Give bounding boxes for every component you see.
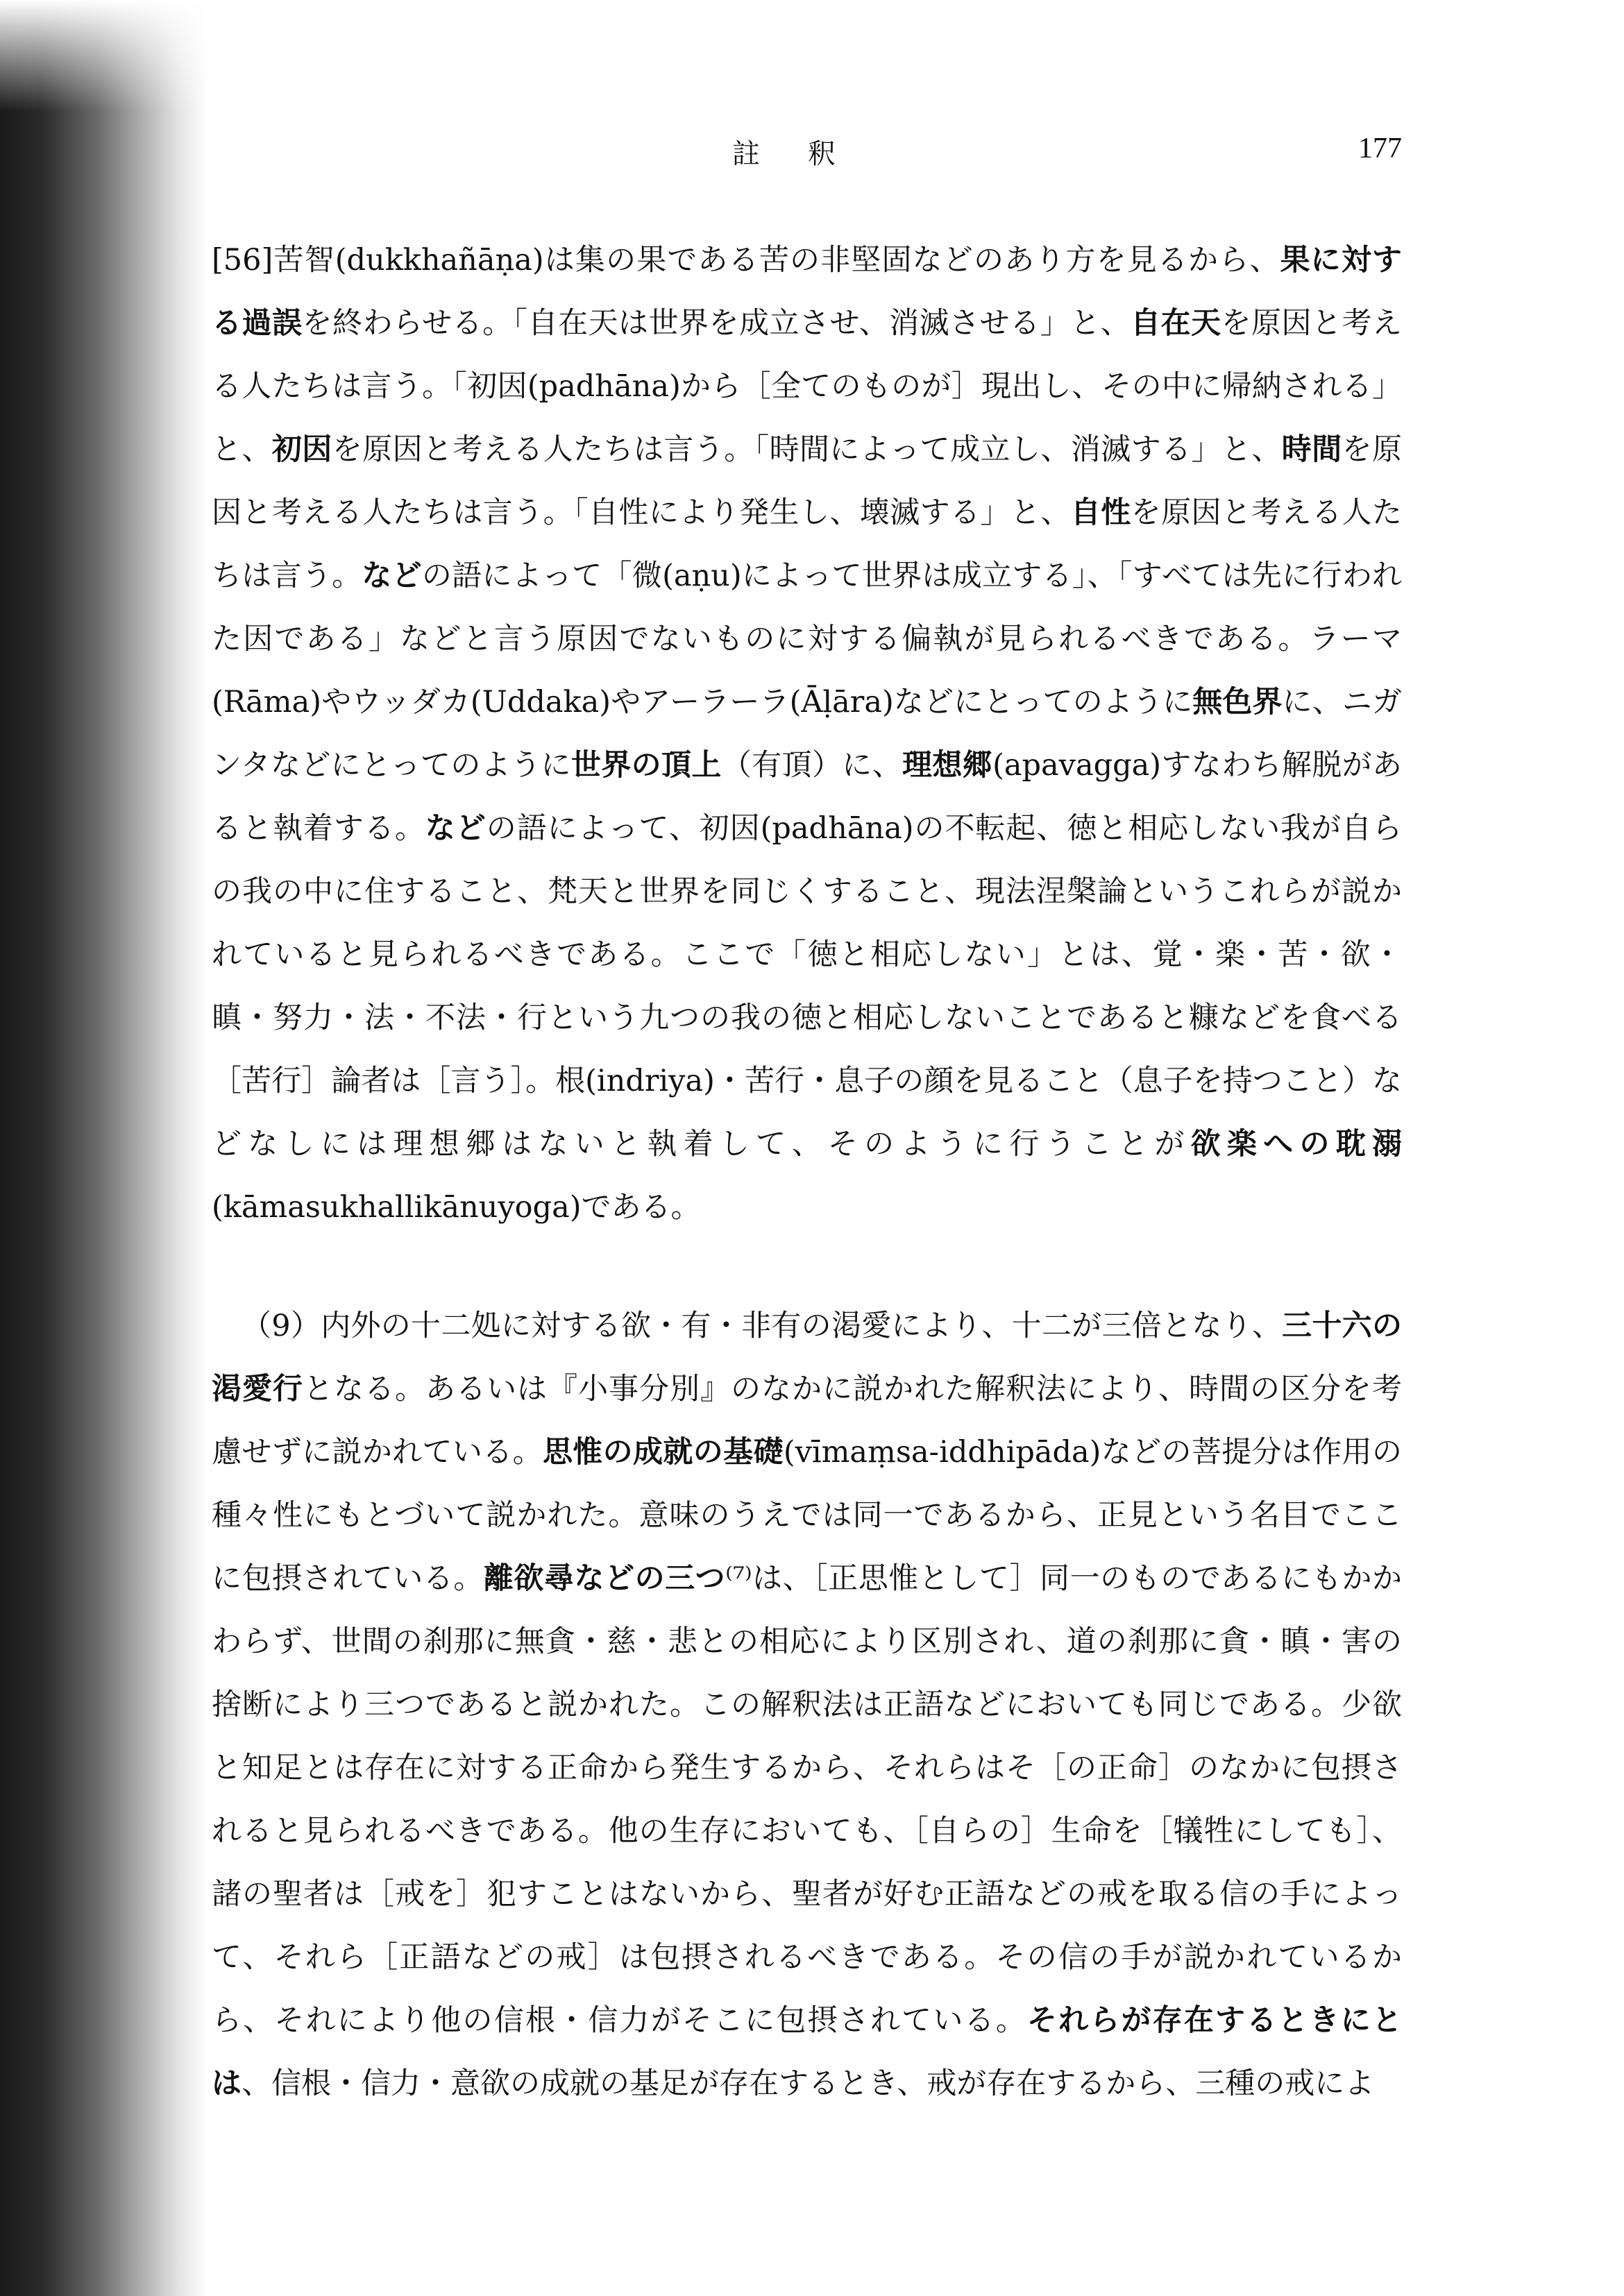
text-segment: （有頂）に、 [721, 748, 902, 783]
text-segment: を原因と考える人たちは言う。「時間によって成立し、消滅する」と、 [332, 432, 1282, 467]
spine-top-fade [0, 0, 208, 111]
bold-term: 世界の頂上 [570, 748, 722, 783]
text-segment: ⁽⁷⁾は、［正思惟として］同一のものであるにもかかわらず、世間の刹那に無貪・慈・悲との相応により区別され、道の刹那に貪・瞋・害の捨断により三つであると説かれた。この解釈法は正語などにおいても同じである。少欲と知足とは存在に対する正命から発生するから、それらはそ［の正命］のなかに包摂されると見られるべきである。他の生存においても、［自らの］生命を［犠牲にしても］、諸の聖者は［戒を］犯すことはないから、聖者が好む正語などの戒を取る信の手によって、それら［正語などの戒］は包摂されるべきである。その信の手が説かれているから、それにより他の信根・信力がそこに包摂されている。 [212, 1561, 1402, 2038]
text-segment: [56]苦智(dukkhañāṇa)は集の果である苦の非堅固などのあり方を見るから、 [212, 243, 1280, 278]
running-head: 註 釈 [732, 138, 855, 170]
text-segment: (vīmaṃsa-iddhipāda)などの菩提分は作用の種々性にもとづいて説かれた。意味のうえでは同一であるから、正見という名目でここに包摂されている。 [212, 1435, 1403, 1596]
text-segment: に、ニガンタなどにとってのように [212, 685, 1403, 783]
note-paragraph-56 [212, 229, 1402, 1239]
body-text [212, 229, 1402, 2116]
bold-term: それらが存在するときにとは [212, 2003, 1403, 2101]
bold-term: 時間 [1281, 432, 1342, 467]
text-segment: の語によって「微(aṇu)によって世界は成立する」、「すべては先に行われた因である」などと言う原因でないものに対する偏執が見られるべきである。ラーマ(Rāma)やウッダカ(Uddaka)やアーラーラ(Āḷāra)などにとってのように [212, 559, 1403, 720]
text-segment: を原因と考える人たちは言う。「自性により発生し、壊滅する」と、 [212, 432, 1403, 530]
text-segment: 、信根・信力・意欲の成就の基足が存在するとき、戒が存在するから、三種の戒によ [242, 2066, 1375, 2101]
bold-term: 自在天 [1131, 306, 1221, 341]
text-segment: (kāmasukhallikānuyoga)である。 [212, 1190, 701, 1225]
text-segment: の語によって、初因(padhāna)の不転起、徳と相応しない我が自らの我の中に住すること、梵天と世界を同じくすること、現法涅槃論というこれらが説かれていると見られるべきである。ここで「徳と相応しない」とは、覚・楽・苦・欲・瞋・努力・法・不法・行という九つの我の徳と相応しないことであると糠などを食べる［苦行］論者は［言う］。根(indriya)・苦行・息子の顔を見ること（息子を持つこと）などなしには理想郷はないと執着して、そのように行うことが [212, 811, 1403, 1162]
note-paragraph-9 [212, 1295, 1402, 2116]
bold-term: 離欲尋などの三つ [483, 1561, 726, 1596]
bold-term: 三十六の渇愛行 [212, 1309, 1403, 1406]
bold-term: 初因 [271, 432, 332, 467]
book-spine-shadow [0, 0, 208, 2296]
text-segment: を終わらせる。「自在天は世界を成立させ、消滅させる」と、 [302, 306, 1131, 341]
text-segment: （9）内外の十二処に対する欲・有・非有の渇愛により、十二が三倍となり、 [242, 1309, 1283, 1343]
page-header [208, 132, 1402, 180]
bold-term: 欲楽への耽溺 [1190, 1127, 1403, 1162]
text-segment: を原因と考える人たちは言う。「初因(padhāna)から［全てのものが］現出し、その中に帰納される」と、 [212, 306, 1403, 467]
page-number: 177 [1358, 133, 1402, 164]
bold-term: 理想郷 [902, 748, 993, 783]
bold-term: 無色界 [1192, 685, 1283, 720]
text-segment: (apavagga)すなわち解脱があると執着する。 [212, 748, 1403, 846]
paragraph-gap [212, 1239, 1402, 1295]
bold-term: など [362, 559, 422, 593]
bold-term: など [425, 811, 487, 846]
text-segment: となる。あるいは『小事分別』のなかに説かれた解釈法により、時間の区分を考慮せずに説かれている。 [212, 1372, 1402, 1470]
bold-term: 自性 [1070, 495, 1131, 530]
bold-term: 思惟の成就の基礎 [542, 1435, 784, 1470]
text-segment: を原因と考える人たちは言う。 [212, 495, 1403, 593]
bold-term: 果に対する過誤 [212, 243, 1402, 341]
